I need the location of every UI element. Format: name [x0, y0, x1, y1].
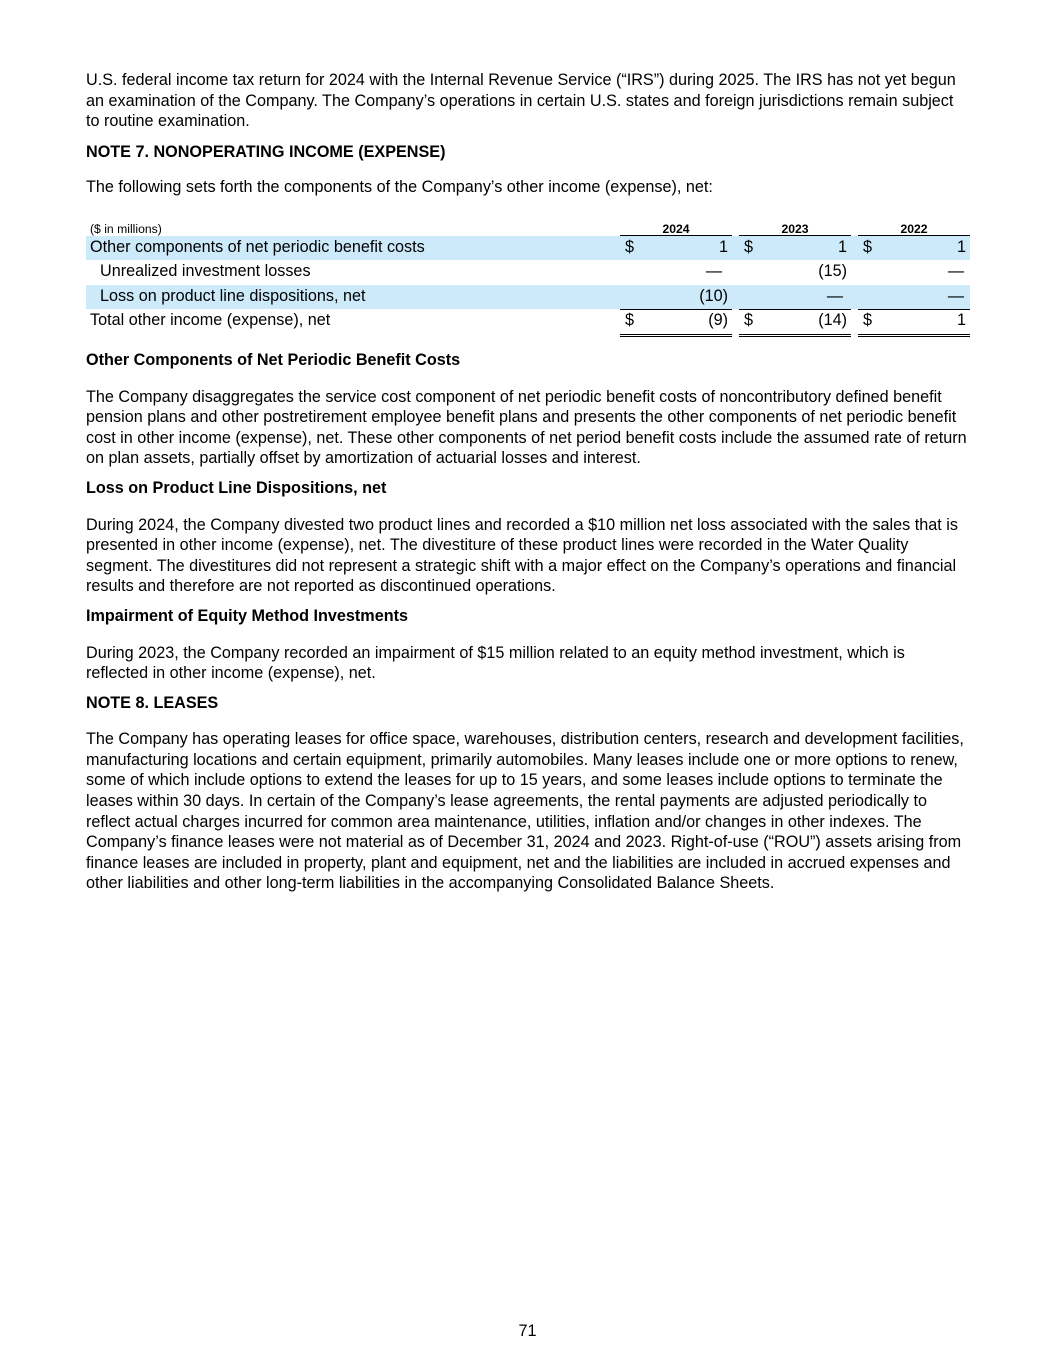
row-label: Unrealized investment losses: [100, 262, 311, 281]
year-header: 2023: [781, 221, 809, 236]
table-cell: —: [947, 262, 964, 281]
intro-paragraph: U.S. federal income tax return for 2024 with the Internal Revenue Service (“IRS”) during 2025. The IRS has not yet begun an examination of the Company. The Company’s operations in certain U.S. states and foreign jurisdictions remain subject to routine examination.: [86, 71, 956, 131]
row-label: Loss on product line dispositions, net: [100, 286, 366, 305]
table-cell: —: [705, 262, 722, 281]
note8-paragraph: The Company has operating leases for office space, warehouses, distribution centers, research and development facilities, manufacturing locations and certain equipment, primarily automobiles. Many leases include one or more options to renew, some of which include options to extend the leases for up to 15 years, and some leases include options to terminate the leases within 30 days. In certain of the Company’s lease agreements, the rental payments are adjusted periodically to reflect actual charges incurred for common area maintenance, utilities, inflation and/or changes in other indexes. The Company’s finance leases were not material as of December 31, 2024 and 2023. Right-of-use (“ROU”) assets arising from finance leases are included in property, plant and equipment, net and the liabilities are included in accrued expenses and other liabilities and other long-term liabilities in the accompanying Consolidated Balance Sheets.: [86, 730, 964, 893]
table-cell: $ 1: [858, 309, 970, 337]
table-cell: $ 1: [863, 237, 966, 256]
table-cell: $ 1: [744, 237, 847, 256]
table-header: [86, 216, 970, 236]
benefit-paragraph: The Company disaggregates the service cost component of net periodic benefit costs of noncontributory defined benefit pension plans and other postretirement employee benefit plans and presents the other components of net periodic benefit cost in other income (expense), net. These other components of net period benefit costs include the assumed rate of return on plan assets, partially offset by amortization of actuarial losses and interest.: [86, 387, 967, 468]
year-header: 2022: [900, 221, 928, 236]
table-cell: $ 1: [625, 237, 728, 256]
impairment-paragraph: During 2023, the Company recorded an impairment of $15 million related to an equity method investment, which is reflected in other income (expense), net.: [86, 643, 905, 683]
note7-heading: NOTE 7. NONOPERATING INCOME (EXPENSE): [86, 142, 446, 161]
table-row: [86, 260, 970, 285]
table-row-total: [86, 309, 970, 334]
benefit-heading: Other Components of Net Periodic Benefit Costs: [86, 350, 461, 369]
page-number: 71: [518, 1322, 537, 1340]
table-cell: (10): [620, 285, 732, 311]
loss-heading: Loss on Product Line Dispositions, net: [86, 478, 387, 497]
note7-lead: The following sets forth the components of the Company’s other income (expense), net:: [86, 178, 713, 197]
other-income-table: [86, 216, 970, 334]
row-label: Total other income (expense), net: [90, 311, 331, 330]
table-cell: $ (14): [739, 309, 851, 337]
page-content: [86, 70, 970, 894]
impairment-heading: Impairment of Equity Method Investments: [86, 606, 408, 625]
table-row: [86, 236, 970, 261]
year-header: 2024: [662, 221, 690, 236]
table-cell: (15): [818, 262, 847, 281]
table-cell: $ (9): [620, 309, 732, 337]
loss-paragraph: During 2024, the Company divested two product lines and recorded a $10 million net loss associated with the sales that is presented in other income (expense), net. The divestiture of these product lines were recorded in the Water Quality segment. The divestitures did not represent a strategic shift with a major effect on the Company’s operations and financial results and therefore are not reported as discontinued operations.: [86, 515, 958, 596]
unit-label: ($ in millions): [90, 221, 162, 236]
table-cell: —: [858, 285, 970, 311]
note8-heading: NOTE 8. LEASES: [86, 693, 219, 712]
row-label: Other components of net periodic benefit costs: [90, 237, 425, 256]
table-cell: —: [739, 285, 851, 311]
table-row: [86, 285, 970, 310]
